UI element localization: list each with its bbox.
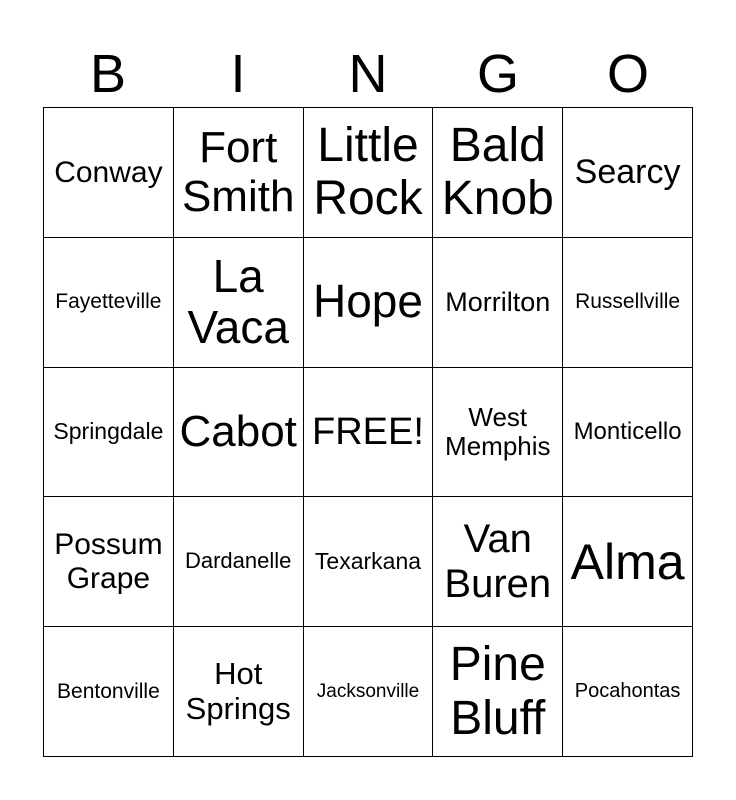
bingo-cell[interactable] [433, 627, 563, 757]
bingo-cell-label: Alma [570, 533, 685, 590]
bingo-cell[interactable] [174, 238, 304, 368]
bingo-cell-label: Conway [54, 155, 163, 189]
bingo-cell[interactable] [563, 497, 693, 627]
bingo-cell-label: Springdale [53, 418, 164, 445]
bingo-cell-label: Bald Knob [441, 118, 554, 226]
bingo-cell-label: Morrilton [445, 287, 551, 318]
bingo-cell[interactable] [563, 238, 693, 368]
bingo-cell-label: Bentonville [57, 679, 160, 703]
bingo-cell[interactable] [433, 497, 563, 627]
bingo-cell-label: Possum Grape [54, 528, 163, 595]
bingo-cell-label: Pocahontas [574, 680, 681, 703]
bingo-cell-label: Searcy [574, 153, 681, 192]
bingo-cell[interactable] [563, 627, 693, 757]
header-letter-g: G [476, 44, 519, 104]
bingo-cell-label: Jacksonville [316, 680, 420, 702]
bingo-cell[interactable] [304, 108, 434, 238]
bingo-cell-label: Russellville [575, 290, 681, 314]
bingo-cell-label: Hot Springs [185, 655, 291, 726]
bingo-cell[interactable] [433, 108, 563, 238]
bingo-cell-label: FREE! [312, 410, 424, 453]
bingo-cell-label: Monticello [573, 417, 682, 445]
bingo-card-grid [43, 107, 693, 757]
header-letter-b: B [89, 44, 127, 104]
header-letter-o: O [606, 44, 649, 104]
bingo-cell[interactable] [174, 368, 304, 498]
bingo-cell-label: La Vaca [187, 249, 289, 354]
bingo-cell-label: Cabot [179, 407, 297, 457]
bingo-cell[interactable] [44, 627, 174, 757]
bingo-cell[interactable] [304, 627, 434, 757]
bingo-cell-label: Little Rock [313, 118, 423, 226]
bingo-cell[interactable] [563, 368, 693, 498]
bingo-cell-label: West Memphis [445, 401, 551, 461]
bingo-cell-label: Pine Bluff [449, 637, 546, 745]
bingo-cell[interactable] [433, 368, 563, 498]
bingo-cell[interactable] [44, 108, 174, 238]
bingo-cell[interactable] [304, 238, 434, 368]
bingo-header [43, 42, 693, 106]
bingo-cell[interactable] [174, 497, 304, 627]
bingo-cell-label: Texarkana [314, 547, 422, 574]
bingo-cell-label: Fayetteville [55, 290, 162, 314]
bingo-cell-label: Van Buren [444, 516, 552, 606]
bingo-cell-label: Dardanelle [184, 548, 292, 574]
bingo-cell[interactable] [563, 108, 693, 238]
bingo-cell-label: Fort Smith [181, 123, 295, 222]
bingo-cell[interactable] [174, 627, 304, 757]
bingo-cell[interactable] [433, 238, 563, 368]
bingo-cell[interactable] [44, 497, 174, 627]
bingo-cell[interactable] [44, 238, 174, 368]
bingo-free-cell[interactable] [304, 368, 434, 498]
header-letter-n: N [348, 44, 388, 104]
bingo-cell[interactable] [304, 497, 434, 627]
bingo-cell-label: Hope [313, 275, 423, 328]
bingo-cell[interactable] [174, 108, 304, 238]
header-letter-i: I [230, 44, 246, 104]
bingo-cell[interactable] [44, 368, 174, 498]
